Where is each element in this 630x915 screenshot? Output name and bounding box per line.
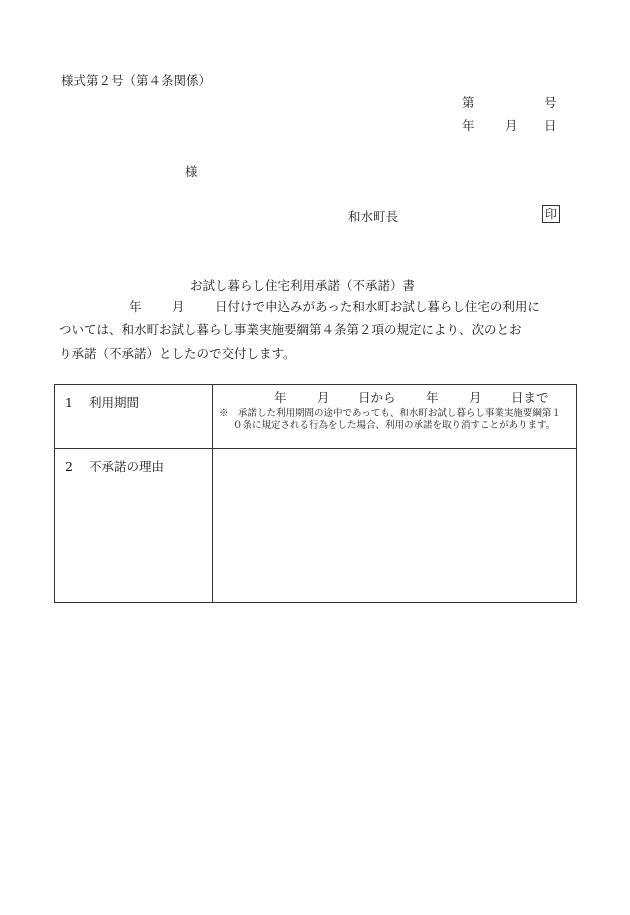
document-number-prefix: 第: [462, 95, 475, 110]
seal-mark: 印: [542, 205, 560, 223]
issue-date-year: 年: [462, 118, 475, 133]
rejection-label: 不承諾の理由: [89, 459, 165, 474]
period-row-number: 1: [65, 395, 73, 410]
period-to-day: 日まで: [511, 390, 549, 405]
rejection-reason-cell: [213, 449, 577, 603]
body-text-line-1: 日付けで申込みがあった和水町お試し暮らし住宅の利用に: [215, 299, 540, 314]
document-title: お試し暮らし住宅利用承諾（不承諾）書: [190, 278, 416, 293]
application-month: 月: [172, 299, 185, 314]
document-number-suffix: 号: [544, 95, 557, 110]
rejection-row-number: 2: [65, 459, 73, 474]
rejection-label-cell: [55, 449, 213, 603]
body-text-line-3: り承諾（不承諾）としたので交付します。: [59, 346, 296, 361]
issuer-name: 和水町長: [348, 209, 399, 224]
form-number-label: 様式第２号（第４条関係）: [61, 73, 212, 88]
application-year: 年: [129, 299, 142, 314]
period-value-cell: [213, 385, 577, 449]
period-note: ※ 承諾した利用期間の途中であっても、和水町お試し暮らし事業実施要綱第１０条に規定される行為をした場合、利用の承諾を取り消すことがあります。: [219, 408, 561, 431]
period-from-year: 年: [274, 390, 287, 405]
period-to-year: 年: [426, 390, 439, 405]
issue-date-month: 月: [505, 118, 518, 133]
period-from-day: 日から: [358, 390, 396, 405]
period-label-cell: [55, 385, 213, 449]
issue-date-day: 日: [544, 118, 557, 133]
table-row-period: [55, 385, 577, 449]
body-text-line-2: ついては、和水町お試し暮らし事業実施要綱第４条第２項の規定により、次のとお: [59, 322, 522, 337]
table-row-rejection: [55, 449, 577, 603]
period-label: 利用期間: [89, 395, 140, 410]
period-from-month: 月: [317, 390, 330, 405]
addressee-honorific: 様: [185, 164, 198, 179]
period-to-month: 月: [469, 390, 482, 405]
details-table: [54, 384, 577, 603]
